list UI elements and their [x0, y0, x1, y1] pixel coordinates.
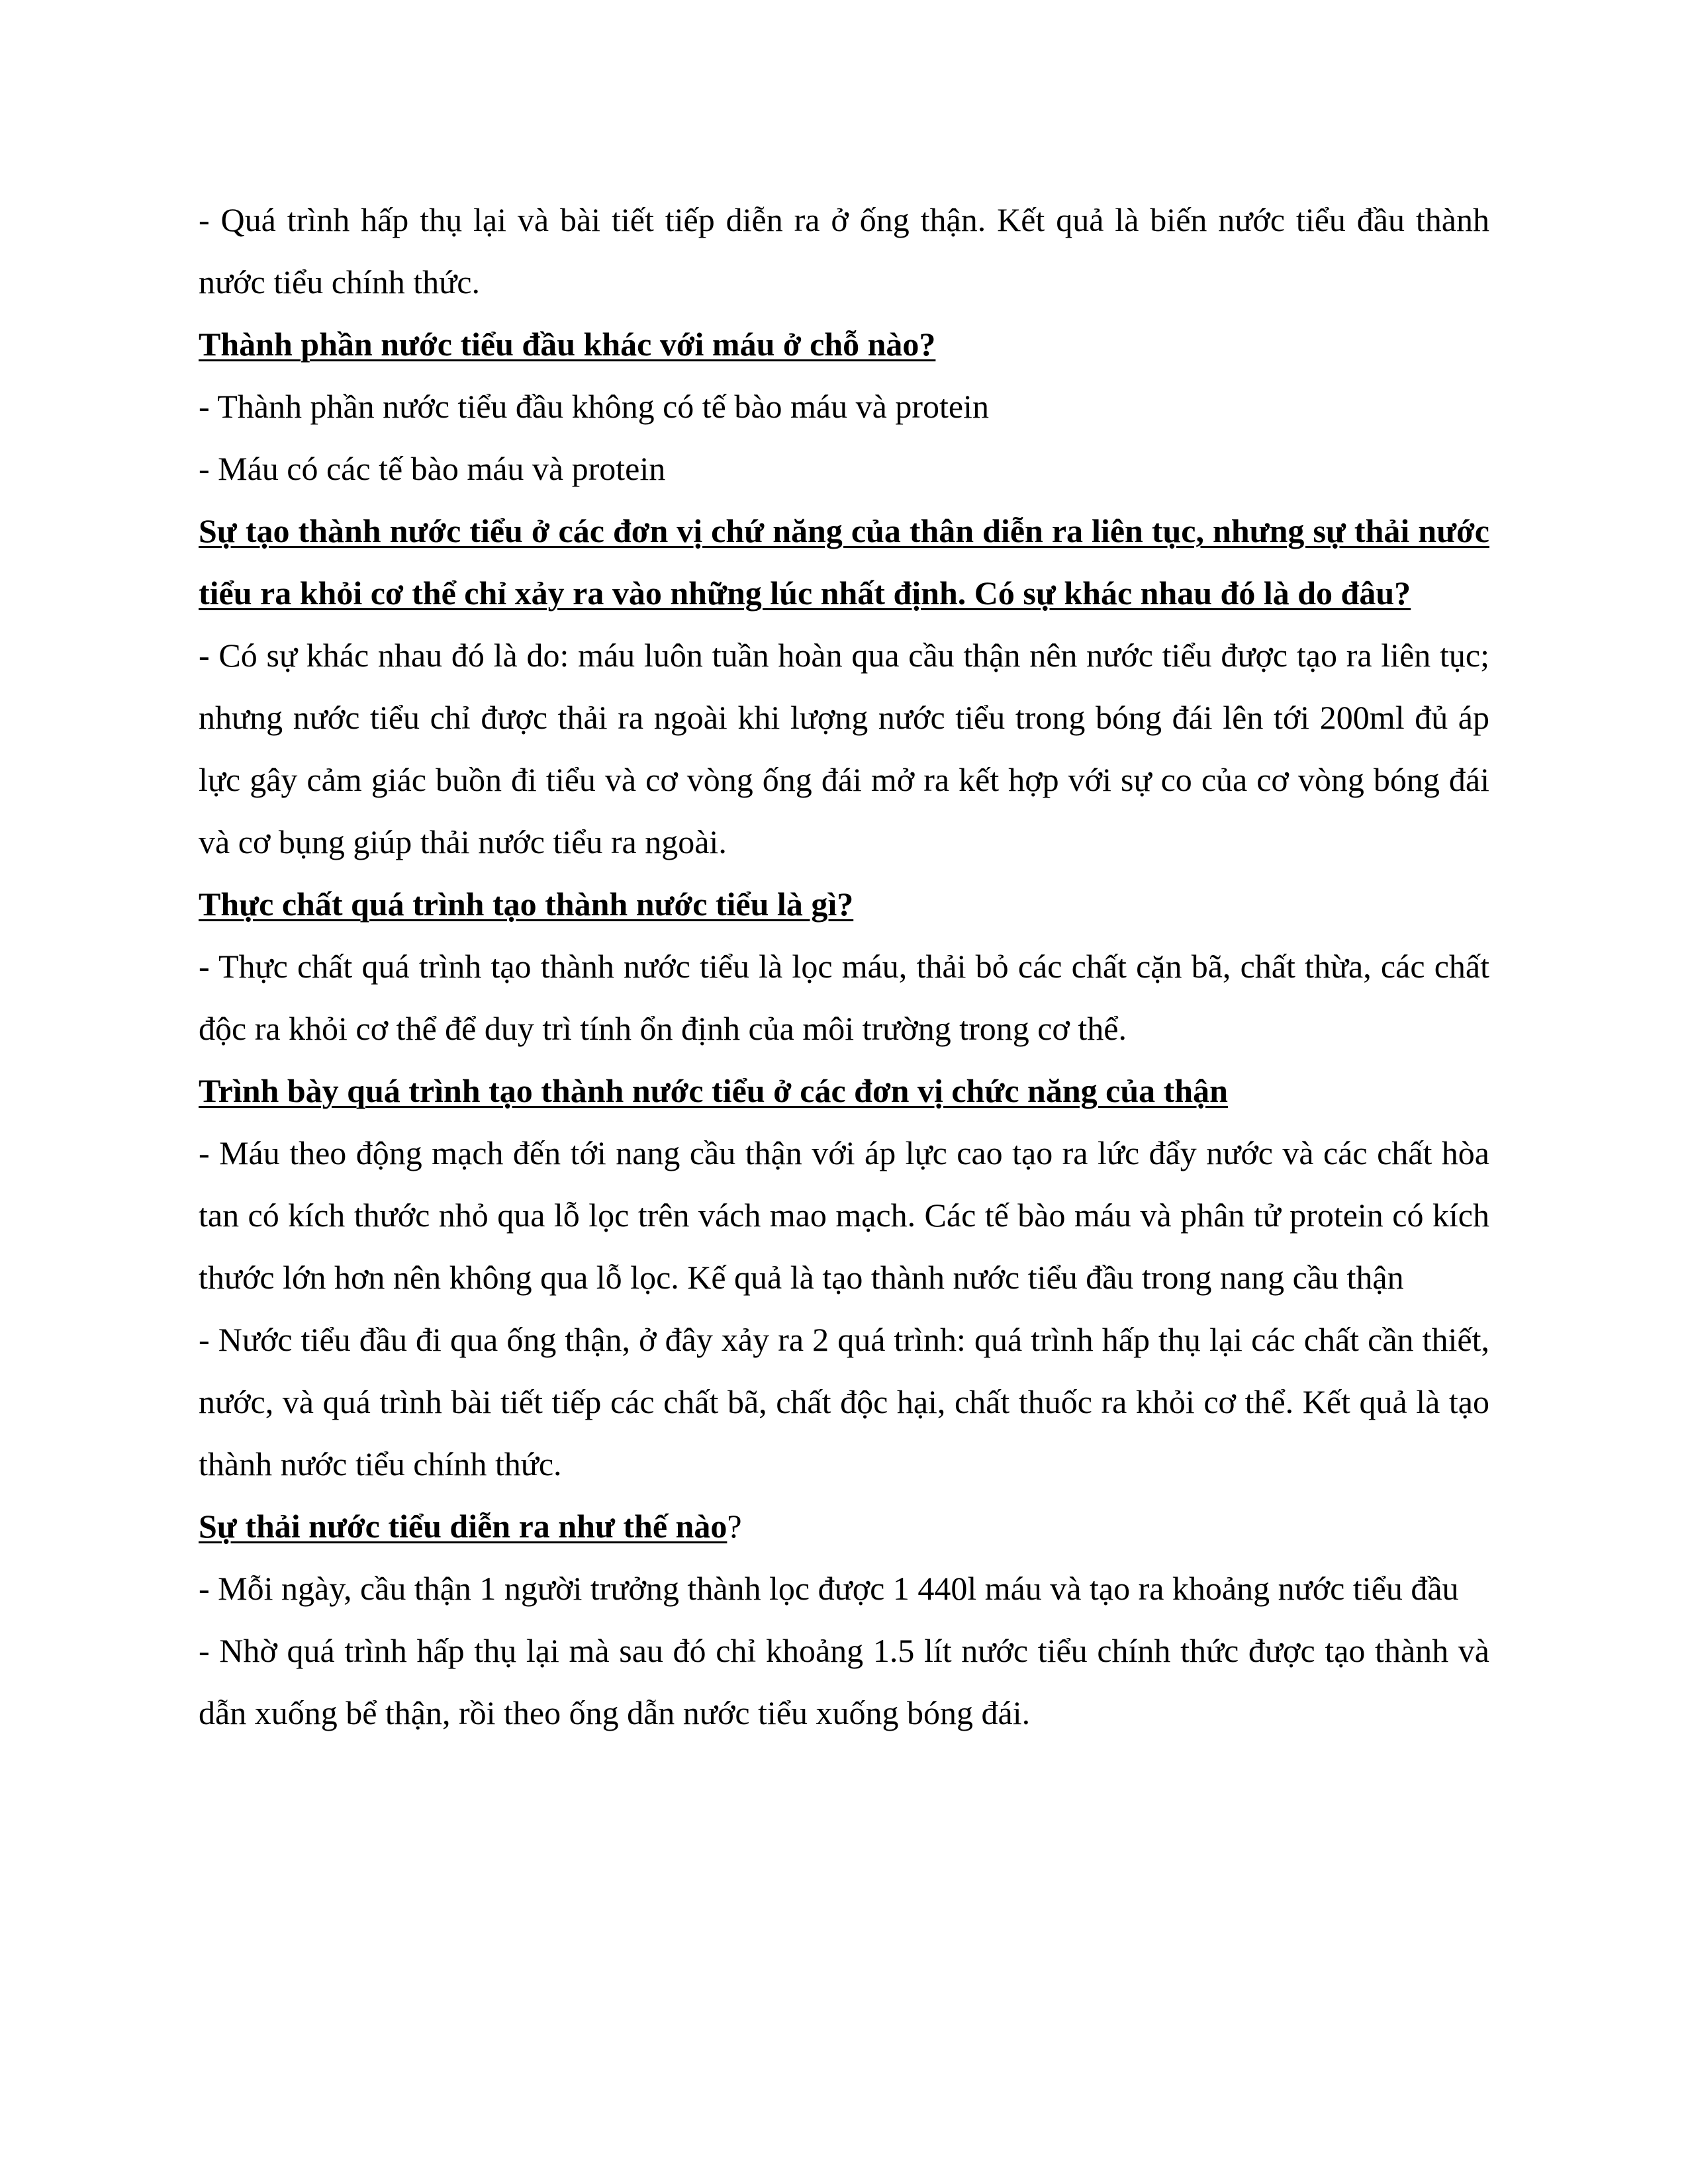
- paragraph: - Mỗi ngày, cầu thận 1 người trưởng thành lọc được 1 440l máu và tạo ra khoảng nước tiểu đầu: [199, 1570, 1459, 1607]
- paragraph: - Thực chất quá trình tạo thành nước tiểu là lọc máu, thải bỏ các chất cặn bã, chất thừa, các chất độc ra khỏi cơ thể để duy trì tính ổn định của môi trường trong cơ thể.: [199, 948, 1489, 1047]
- paragraph: - Thành phần nước tiểu đầu không có tế bào máu và protein: [199, 388, 989, 425]
- paragraph: - Quá trình hấp thụ lại và bài tiết tiếp diễn ra ở ống thận. Kết quả là biến nước tiểu đầu thành nước tiểu chính thức.: [199, 201, 1489, 300]
- question-heading: Sự tạo thành nước tiểu ở các đơn vị chứ năng của thân diễn ra liên tục, nhưng sự thải nước tiểu ra khỏi cơ thể chỉ xảy ra vào những lúc nhất định. Có sự khác nhau đó là do đâu?: [199, 512, 1489, 612]
- paragraph: - Máu theo động mạch đến tới nang cầu thận với áp lực cao tạo ra lức đẩy nước và các chất hòa tan có kích thước nhỏ qua lỗ lọc trên vách mao mạch. Các tế bào máu và phân tử protein có kích thước lớn hơn nên không qua lỗ lọc. Kế quả là tạo thành nước tiểu đầu trong nang cầu thận: [199, 1134, 1489, 1296]
- paragraph: - Nước tiểu đầu đi qua ống thận, ở đây xảy ra 2 quá trình: quá trình hấp thụ lại các chất cần thiết, nước, và quá trình bài tiết tiếp các chất bã, chất độc hại, chất thuốc ra khỏi cơ thể. Kết quả là tạo thành nước tiểu chính thức.: [199, 1321, 1489, 1482]
- question-heading: Trình bày quá trình tạo thành nước tiểu ở các đơn vị chức năng của thận: [199, 1072, 1228, 1109]
- question-heading-line: [199, 1495, 1489, 1557]
- paragraph: - Nhờ quá trình hấp thụ lại mà sau đó chỉ khoảng 1.5 lít nước tiểu chính thức được tạo thành và dẫn xuống bể thận, rồi theo ống dẫn nước tiểu xuống bóng đái.: [199, 1632, 1489, 1731]
- question-heading: Sự thải nước tiểu diễn ra như thế nào: [199, 1508, 727, 1545]
- question-heading: Thành phần nước tiểu đầu khác với máu ở chỗ nào?: [199, 326, 936, 363]
- document-page: [199, 189, 1489, 1744]
- question-heading: Thực chất quá trình tạo thành nước tiểu là gì?: [199, 886, 854, 923]
- question-mark: ?: [727, 1508, 742, 1545]
- paragraph: - Máu có các tế bào máu và protein: [199, 450, 666, 487]
- paragraph: - Có sự khác nhau đó là do: máu luôn tuần hoàn qua cầu thận nên nước tiểu được tạo ra liên tục; nhưng nước tiểu chỉ được thải ra ngoài khi lượng nước tiểu trong bóng đái lên tới 200ml đủ áp lực gây cảm giác buồn đi tiểu và cơ vòng ống đái mở ra kết hợp với sự co của cơ vòng bóng đái và cơ bụng giúp thải nước tiểu ra ngoài.: [199, 637, 1489, 860]
